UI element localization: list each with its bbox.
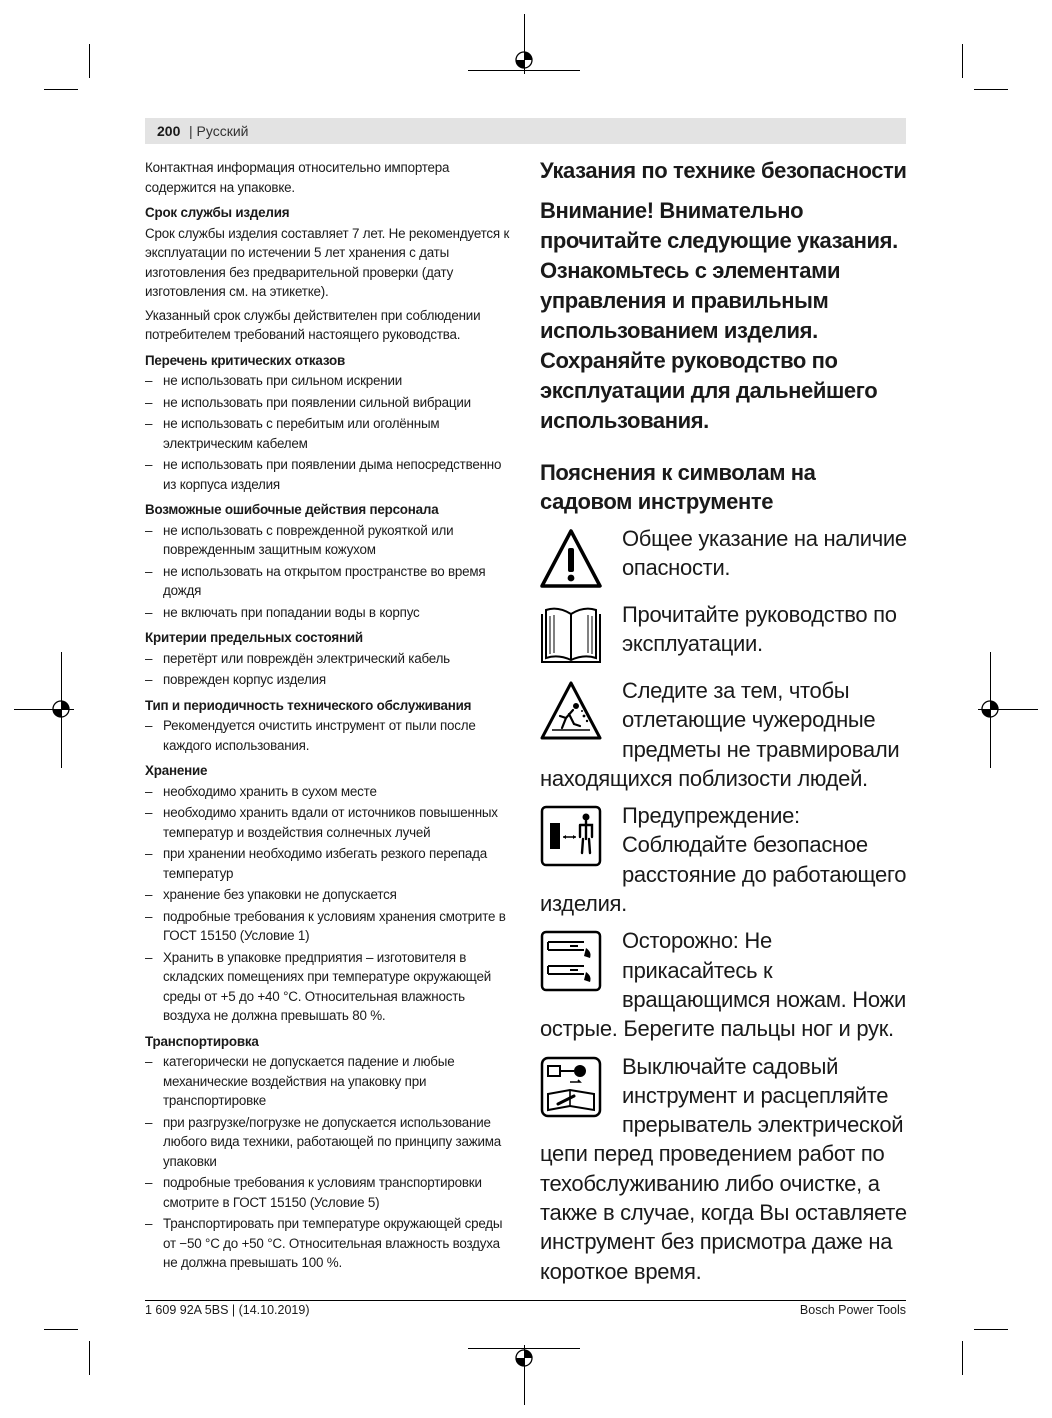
list-item: – не использовать при появлении сильной вибрации [145,393,515,413]
brand-footer: Bosch Power Tools [799,1303,906,1317]
crop-mark [44,1329,78,1330]
symbol-description: Выключайте садовый инструмент и расцепляйте прерыватель электрической цепи перед проведением работ по техобслуживанию либо очистке, а также в случае, когда Вы оставляете инструмент без присмотра даже на короткое время. [540,1053,907,1284]
page-header [145,118,906,144]
storage-heading: Хранение [145,763,208,778]
symbol-entry [540,600,908,668]
footer-divider [145,1300,906,1301]
limit-states-list [145,649,515,690]
safety-heading: Указания по технике безопасности [540,158,907,183]
personnel-errors-list [145,521,515,623]
list-item: – не использовать с перебитым или оголённым электрическим кабелем [145,414,515,453]
list-item: – не использовать при сильном искрении [145,371,515,391]
symbol-description: Предупреждение: Соблюдайте безопасное расстояние до работающего изделия. [540,803,907,917]
crop-mark [44,89,78,90]
left-column [145,158,515,1275]
symbol-description: Следите за тем, чтобы отлетающие чужеродные предметы не травмировали находящихся поблизости людей. [540,678,900,791]
symbol-entry [540,524,908,592]
page-number: 200 [157,123,181,139]
limit-states-heading: Критерии предельных состояний [145,630,363,645]
symbol-description: Общее указание на наличие опасности. [622,526,907,581]
transport-heading: Транспортировка [145,1033,259,1049]
list-item: – при разгрузке/погрузке не допускается использование любого вида техники, работающей по принципу зажима упаковки [145,1113,515,1172]
critical-failures-heading: Перечень критических отказов [145,352,345,368]
symbol-entry [540,926,908,1043]
list-item: – перетёрт или повреждён электрический кабель [145,649,515,669]
flying-debris-icon [540,680,602,742]
list-item: – подробные требования к условиям транспортировки смотрите в ГОСТ 15150 (Условие 5) [145,1173,515,1212]
list-item: – поврежден корпус изделия [145,670,515,690]
transport-list [145,1052,515,1273]
crop-mark [962,1341,963,1375]
document-id: 1 609 92A 5BS | (14.10.2019) [145,1303,310,1317]
crop-mark [974,1329,1008,1330]
list-item: – Транспортировать при температуре окружающей среды от −50 °C до +50 °C. Относительная влажность воздуха не должна превышать 100 %. [145,1214,515,1273]
service-life-paragraph: Срок службы изделия составляет 7 лет. Не рекомендуется к эксплуатации по истечении 5 лет хранения с даты изготовления без предварительной проверки (дату изготовления см. на этикетке). [145,225,510,299]
service-life-paragraph: Указанный срок службы действителен при соблюдении потребителем требований настоящего руководства. [145,307,481,342]
list-item: – при хранении необходимо избегать резкого перепада температур [145,844,515,883]
language-label: | Русский [189,123,249,139]
crop-mark [89,1341,90,1375]
rotating-blades-icon [540,930,602,992]
service-life-heading: Срок службы изделия [145,205,290,220]
registration-mark-icon [50,698,72,720]
list-item: – необходимо хранить в сухом месте [145,782,515,802]
list-item: – хранение без упаковки не допускается [145,885,515,905]
personnel-errors-heading: Возможные ошибочные действия персонала [145,502,439,517]
registration-mark-icon [979,698,1001,720]
right-column [540,156,908,1286]
manual-book-icon [540,604,602,666]
symbol-entry [540,676,908,793]
storage-list [145,782,515,1026]
symbol-description: Осторожно: Не прикасайтесь к вращающимся ножам. Ножи острые. Берегите пальцы ног и рук. [540,928,906,1042]
attention-warning: Внимание! Внимательно прочитайте следующие указания. Ознакомьтесь с элементами управления и правильным использованием изделия. Сохраняйте руководство по эксплуатации для дальнейшего использования. [540,198,898,433]
registration-mark-icon [513,1347,535,1369]
symbols-heading: Пояснения к символам на садовом инструменте [540,460,816,514]
importer-info: Контактная информация относительно импортера содержится на упаковке. [145,160,450,195]
list-item: – необходимо хранить вдали от источников повышенных температур и воздействия солнечных лучей [145,803,515,842]
safe-distance-icon [540,805,602,867]
symbol-entry [540,801,908,918]
symbol-description: Прочитайте руководство по эксплуатации. [622,602,897,657]
list-item: – не использовать при появлении дыма непосредственно из корпуса изделия [145,455,515,494]
maintenance-heading: Тип и периодичность технического обслуживания [145,697,472,713]
crop-mark [974,89,1008,90]
maintenance-list [145,716,515,755]
list-item: – Хранить в упаковке предприятия – изготовителя в складских помещениях при температуре окружающей среды от +5 до +40 °C. Относительная влажность воздуха не должна превышать 80 %. [145,948,515,1026]
list-item: – категорически не допускается падение и любые механические воздействия на упаковку при транспортировке [145,1052,515,1111]
registration-mark-icon [513,49,535,71]
list-item: – подробные требования к условиям хранения смотрите в ГОСТ 15150 (Условие 1) [145,907,515,946]
symbol-entry [540,1052,908,1286]
list-item: – не использовать на открытом пространстве во время дождя [145,562,515,601]
crop-mark [962,44,963,78]
crop-mark [89,44,90,78]
list-item: – Рекомендуется очистить инструмент от пыли после каждого использования. [145,716,515,755]
list-item: – не включать при попадании воды в корпус [145,603,515,623]
list-item: – не использовать с поврежденной рукояткой или поврежденным защитным кожухом [145,521,515,560]
warning-triangle-icon [540,528,602,590]
unplug-before-maintenance-icon [540,1056,602,1118]
critical-failures-list [145,371,515,494]
